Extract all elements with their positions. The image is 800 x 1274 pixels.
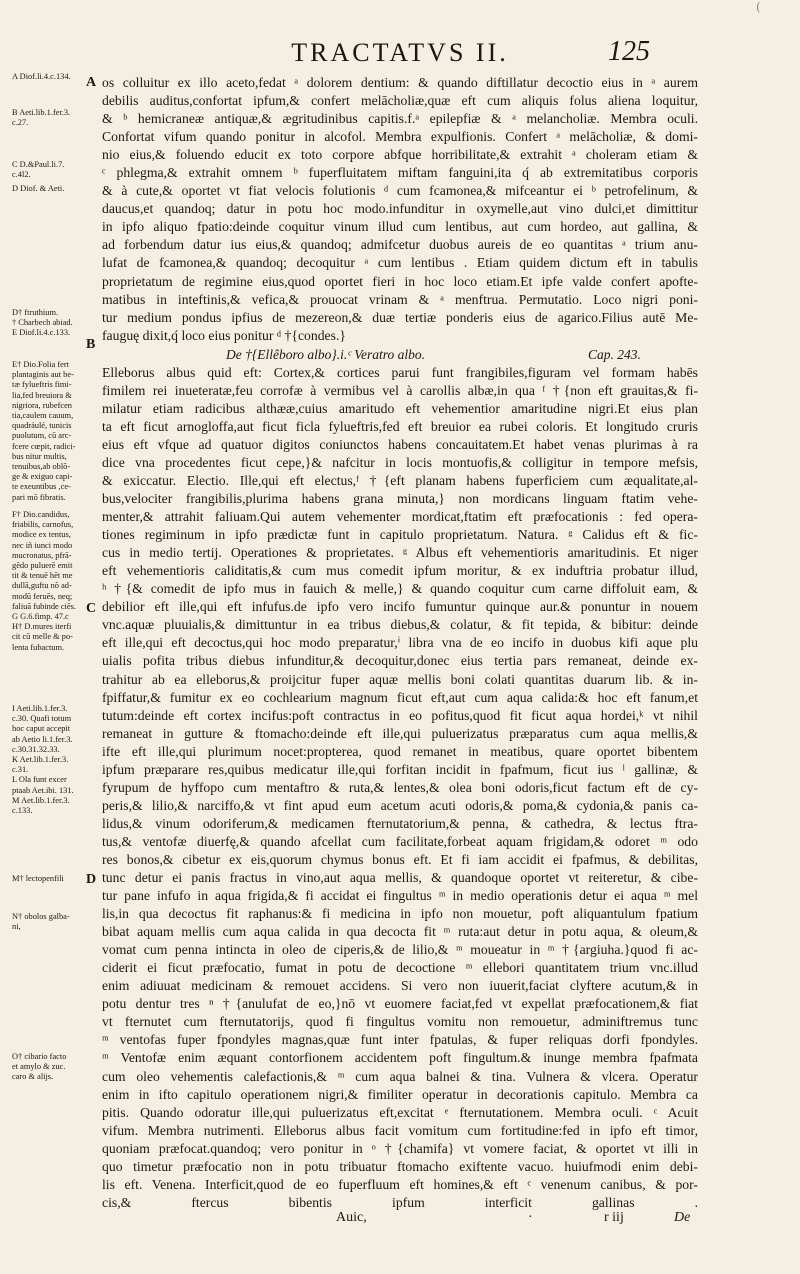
text-line: nio eius,& foluendo educit ex toto corpore abfque horribilitate,& extrahit ᵃ choleram etiam & [102,147,698,163]
text-line: quoniam præfocat.quandoq; vero ponitur in ᵒ †{chamifa} vt vomere faciat, & oportet vt illi in [102,1140,698,1156]
margin-note: N† obolos galba- ni, [12,912,70,932]
text-line: eft ille,qui eft decoctus,qui hoc modo preparatur,ⁱ libra vna de eo incifo in duobus kifi aque plu [102,635,698,651]
margin-note: B Aeti.lib.1.fer.3. c.27. [12,108,71,128]
text-line: eius eft vfque ad quatuor digitos coniunctos habens concauitatem.Et habet venas plurimas à ra [102,436,698,452]
text-line: lis eft. Venena. Interficit,quod de eo fuperfluum eft homines,& eft ᶜ venenum canibus, & por- [102,1176,698,1192]
text-line: lufat de fcamonea,& quandoq; decoquitur ᵃ cum lentibus . Etiam quidem dictum eft in tabulis [102,255,698,271]
text-line: os colluitur ex illo aceto,fedat ᵃ dolorem dentium: & quando diftillatur decoctio eius in ᵃ aurem [102,75,698,90]
text-line: ad forbendum datur ius eius,& quandoq; admifcetur duobus aureis de eo quantitas ᵃ trium anu- [102,237,698,253]
text-line: ciderit ei ficut præfocatio, fumat in potu de decoctione ᵐ ellebori quantitatem trium vnc.illud [102,960,698,976]
text-line: & à cute,& oportet vt fiat velocis folutionis ᵈ cum fcamonea,& mifceantur ei ᵇ petrofelinum, & [102,183,698,199]
text-line: vt fternutet cum fternutatorijs, quod fi fingultus vomitu non remouetur, adminiftremus tunc [102,1014,698,1030]
text-line: & ᵇ hemicraneæ antiquæ,& ægritudinibus capitis.f.ᵃ epilepfiæ & ᵃ melancholiæ. Membra oculi. [102,111,698,127]
text-line: Confortat vifum quando ponitur in alcofol. Membra expulfionis. Confert ᵃ melācholiæ, & domi- [102,129,698,145]
text-line: remaneat in gutture & ftomacho:deinde eft ille,qui puluerizatus præparatus cum aqua mellis,& [102,725,698,741]
text-line: peris,& lilio,& narciffo,& vt fint apud eum acetum acuti odoris,& poma,& cydonia,& panis ca- [102,797,698,813]
margin-note: E† Dio.Folia fert plantaginis aut be- tæ fylueftris fimi- lia,fed breuiora & nigriora, rubefcen tia,caulem cauum, quadráulé, tunicis puolutum, cū arc- fcere cœpit, radici- bus nitur multis, tenuibus,ab oblõ- ge & exiguo capi- te exeuntibus ,ce- pari mō fibratis. [12,360,76,502]
text-line: vomat cum penna intincta in oleo de ciperis,& de lilio,& ᵐ moueatur in ᵐ †{argiuha.}quod fi ac- [102,942,698,958]
chapter-number: Cap. 243. [588,346,641,362]
section-letter-d: D [86,872,97,887]
margin-note: C D.&Paul.li.7. c.4l2. [12,160,65,180]
text-line: & exiccatur. Electio. Ille,qui eft electus,ᶠ †{eft planam habens fuperficiem cum æqualitate,al- [102,472,698,488]
text-line: ipfum præparare res,quibus medicatur ille,qui forfitan incidit in fpafmum, ficut ius ˡ gallinæ, & [102,761,698,777]
chapter-title: De †{Ellêboro albo}.i.ᶜ Veratro albo. [226,346,425,362]
text-line: eft vehementioris caliditatis,& cum mus comedit ipfum moritur, & ex induftria probatur illud, [102,563,698,579]
text-line: cis,& ftercus bibentis ipfum interficit gallinas . [102,1194,698,1210]
text-line: cus in medio tertij. Operationes & proprietates. ᵍ Albus eft vehementioris amaritudinis. Et niger [102,545,698,561]
catchword-left: Auic, [336,1210,367,1225]
text-line: fimilem rei inueteratæ,feu corrofæ à vermibus vel à carollis albæ,in qua ᶠ †{non eft grauitas,& fi- [102,382,698,398]
footer-dot: · [528,1210,533,1225]
text-line: ᵐ ventofas fuper fpondyles magnas,quæ funt inter fpatulas, & fuper reliquas dorfi fpondyles. [102,1032,698,1048]
text-line: Elleborus albus quid eft: Cortex,& cortices parui funt frangibiles,figuram vel formam habēs [102,364,698,380]
text-line: pitis. Quando odoratur ille,qui puluerizatus eft,excitat ᵉ fternutationem. Membra oculi. ᶜ Acuit [102,1104,698,1120]
text-line: bibat aquam mellis cum aqua calida in qua decocta fit ᵐ ruta:aut detur in potu aqua, & oleum,& [102,924,698,940]
text-line: fpiffatur,& fumitur ex eo cochlearium magnum ficut eft,aut cum aqua calida:& hoc eft fanum,et [102,689,698,705]
text-line: trahitur ab ea elleborus,& proijcitur fuper aquæ mellis boni colati quantitas duarum lib. & in- [102,671,698,687]
main-text-column [102,74,698,1230]
text-line: tiones regiminum in ipfo prædictæ funt in capitulo proprietatum. Natura. ᵍ Calidus eft & fic- [102,527,698,543]
text-line: potu dentur tres ⁿ †{anulufat de eo,}nō vt euomere faciat,fed vt expellat præfocationem,& fiat [102,996,698,1012]
margin-note: I Aeti.lib.1.fer.3. c.30. Quafi totum hoc caput accepit ab Aetio li.1.fer.3. c.30.31.32.33. K Aet.lib.1.fer.3. c.31. L Ola funt excer ptaab Aet.ibi. 131. M Aet.lib.1.fer.3. c.133. [12,704,74,816]
text-line: ta eft ficut arnogloffa,aut ficut ficla fylueftris,fed eft breuior ea rubei coloris. Et longitudo cruris [102,418,698,434]
running-title: TRACTATVS II. [291,38,509,67]
text-line: lis,in qua decoctus fit raphanus:& fi medicina in ipfo non mouetur, poft aliquantulum fpatium [102,906,698,922]
text-line: enim adiuuat medicinam & remouet accidens. Si vero non iuuerit,faciat clyftere acutum,& in [102,978,698,994]
text-line: ᵐ Ventofæ enim æquant contorfionem accidentem poft fingultum.& inunge membra fpafmata [102,1050,698,1066]
text-line: matibus in inteftinis,& vefica,& prouocat vrinam & ᵃ menftrua. Permutatio. Loco nigri poni- [102,291,698,307]
margin-note: O† cibario facto et amylo & zuc. caro & alijs. [12,1052,67,1082]
margin-note: D† ftruthium. † Charbech abiad. E Diof.li.4.c.133. [12,308,73,338]
text-line: ᶜ phlegma,& extrahit omnem ᵇ fuperfluitatem miftam fanguini,ita q́ ab extremitatibus corporis [102,165,698,181]
text-line: tutum:deinde eft cortex incifus:poft contractus in eo pofitus,quod fit ficut aqua hordei,ᵏ vt nihil [102,707,698,723]
text-line: fauguę dixit,q́ loco eius ponitur ᵈ †{condes.} [102,327,346,343]
text-line: res bonos,& cibetur ex eis,quorum chymus bonus eft. Et fi iam accidit ei fpafmus, & debilitas, [102,851,698,867]
text-line: milatur etiam radicibus althææ,cuius amaritudo eft vehementior amaritudine nigri.Et eius plan [102,400,698,416]
text-line: menter,& attrahit faliuam.Qui autem vehementer mordicat,ftatim eft præfocationis : fed opera- [102,509,698,525]
text-line: lidus,& vinum odoriferum,& medicamen fternutatorium,& penna, & cathedra, & lectus ftra- [102,815,698,831]
margin-note: D Diof. & Aeti. [12,184,65,193]
text-line: debilis auditus,confortat ipfum,& confert melācholiæ,quæ eft cum aliquis folus aliena loquitur, [102,93,698,109]
margin-note: M† lectopenfili [12,874,64,883]
text-line: dice vna procedentes ficut cepe,}& nafcitur in locis montuofis,& colligitur in tempore mefsis, [102,454,698,470]
text-line: tus,& ventofæ diuerfę,& quando afcellat cum facilitate,forbeat aquam frigidam,& odoret ᵐ odo [102,833,698,849]
section-letter-b: B [86,337,96,352]
margin-note: F† Dio.candidus, friabilis, carnofus, modice ex tentus, nec iñ iunci modo mucronatus, pfrā- gēdo puluerē emit tit & tenuē hēt me dullā,guftu nõ ad- modū feruēs, neq; faliuā fubinde ciēs. G G.6.fimp. 47.c H† D.mures iterfi cit cū melle & po- lenta fubactum. [12,510,76,652]
stray-mark: ( [756,0,761,14]
text-line: daucus,et quandoq; datur in potu hoc modo.infunditur in oxymelle,aut vino dulci,et dimittitur [102,201,698,217]
text-line: bus,velociter frangibilis,plurima habens grana minuta,} non mordicans linguam ftatim vehe- [102,491,698,507]
text-line: fyrupum de hyffopo cum mentaftro & ruta,& lentes,& olea boni odoris,ficut factum eft de cy- [102,779,698,795]
text-line: tur medium pondus ipfius de mezereon,& duæ tertiæ ponderis eius de agarico.Filius autē Me- [102,309,698,325]
section-letter-a: A [86,75,97,90]
text-line: in ipfo aliquo fpatio:deinde coquitur vinum illud cum lentibus, aut cum hordeo, aut gallina, & [102,219,698,235]
text-line: uialis pofita tribus diebus infunditur,& decoquitur,donec eius tertia pars remaneat, deinde ex- [102,653,698,669]
text-line: proprietatum de regimine eius,quod oportet fieri in hoc loco etiam.Et ipfe valde confert apofte- [102,273,698,289]
margin-note: A Diof.li.4.c.134. [12,72,71,81]
signature-mark: r iij [604,1210,624,1225]
text-line: tunc detur ei panis fractus in vino,aut aqua mellis, & quandoque oportet vt reiteretur, & cibe- [102,870,698,886]
text-line: vifum. Membra nutrimenti. Elleborus albus facit vomitum cum fortitudine:fed in ipfo eft timor, [102,1122,698,1138]
folio-number: 125 [608,36,650,67]
text-line: tur pane infufo in aqua frigida,& fi accidat ei fingultus ᵐ in medio operationis detur ei aqua ᵐ mel [102,888,698,904]
text-line: cum oleo vehementis calefactionis,& ᵐ cum aqua balnei & tina. Vulnera & vlcera. Operatur [102,1068,698,1084]
text-line: quo timetur præfocatio non in potu tribuatur ftomacho exiftente vacuo. huiufmodi enim debi- [102,1158,698,1174]
chapter-heading [102,345,698,364]
catchword-right: De [674,1210,691,1225]
text-line: vnc.aquæ pluuialis,& dimittuntur in ea tribus diebus,& colatur, & fit tepida, & bibitur: deinde [102,617,698,633]
text-line: ʰ †{& comedit de ipfo mus in fauich & melle,} & quando coquitur cum carne diffoluit eam, & [102,581,698,597]
text-line: enim in ifto capitulo operationem nigri,& fimiliter operatur in decorationis capitulo. Membra ca [102,1086,698,1102]
section-letter-c: C [86,601,97,616]
text-line: ifte eft ille,qui plurimum nocet:propterea, quod remanet in meatibus, quare oportet bibentem [102,743,698,759]
text-line: debilior eft ille,qui eft infufus.de ipfo vero incifo fumuntur quinque aur.& ponuntur in nouem [102,599,698,615]
